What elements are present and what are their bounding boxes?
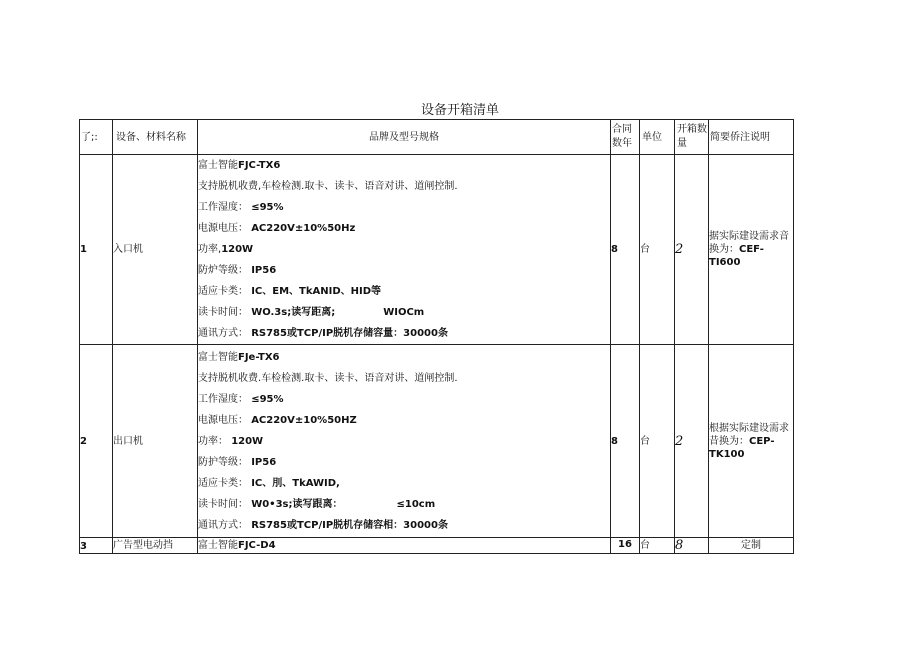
row-spec xyxy=(198,155,611,345)
row-spec xyxy=(198,345,611,538)
row-unit: 台 xyxy=(640,538,675,554)
row-note: 根据实际建设需求昔换为：CEP-TK100 xyxy=(709,345,794,538)
row-note: 据实际建设需求音换为：CEF-TI600 xyxy=(709,155,794,345)
equipment-unpacking-table xyxy=(79,119,794,554)
spec-line: 读卡时间： WO.3s;读写距离; WIOCm xyxy=(198,307,425,318)
table-row xyxy=(80,538,794,554)
spec-line: 支持脱机收费.车检检测.取卡、读卡、语音对讲、道闸控制. xyxy=(198,372,458,384)
row-open-qty: 2 xyxy=(675,345,709,538)
spec-line: 支持脱机收费,车检检测.取卡、读卡、语音对讲、道闸控制. xyxy=(198,181,458,192)
row-note: 定制 xyxy=(709,538,794,554)
header-unit: 单位 xyxy=(640,120,675,155)
row-contract-year: 16 xyxy=(611,538,640,554)
spec-line: 适应卡类： IC、EM、TkANID、HID等 xyxy=(198,286,382,297)
table-header-row xyxy=(80,120,794,155)
spec-line: 适应卡类： IC、刖、TkAWID, xyxy=(198,477,340,489)
row-open-qty: 2 xyxy=(675,155,709,345)
row-contract-year: 8 xyxy=(611,345,640,538)
header-index: 了;: xyxy=(80,120,113,155)
header-spec: 品牌及型号规格 xyxy=(198,120,611,155)
table-row xyxy=(80,345,794,538)
row-unit: 台 xyxy=(640,345,675,538)
spec-line: 通讯方式： RS785或TCP/IP脱机存储容相：30000条 xyxy=(198,519,448,531)
spec-line: 富士智能FJC-D4 xyxy=(198,540,276,551)
row-name: 出口机 xyxy=(113,345,198,538)
header-contract-year: 合同数年 xyxy=(611,120,640,155)
row-name: 广告型电动挡 xyxy=(113,538,198,554)
document-title: 设备开箱清单 xyxy=(420,103,499,118)
spec-line: 电源电压： AC220V±10%50HZ xyxy=(198,414,357,426)
row-contract-year: 8 xyxy=(611,155,640,345)
spec-line: 富士智能FJC-TX6 xyxy=(198,160,281,171)
header-name: 设备、材料名称 xyxy=(113,120,198,155)
spec-line: 工作湿度： ≤95% xyxy=(198,393,284,405)
row-index: 2 xyxy=(80,345,113,538)
row-name: 入口机 xyxy=(113,155,198,345)
row-index: 1 xyxy=(80,155,113,345)
header-open-qty: 开箱数量 xyxy=(675,120,709,155)
row-index: 3 xyxy=(80,538,113,554)
table-row xyxy=(80,155,794,345)
spec-line: 防护等级： IP56 xyxy=(198,456,277,468)
spec-line: 防炉等级： IP56 xyxy=(198,265,277,276)
spec-line: 通讯方式： RS785或TCP/IP脱机存储容量：30000条 xyxy=(198,328,448,339)
row-open-qty: 8 xyxy=(675,538,709,554)
spec-line: 读卡时间： W0•3s;读写跟离： ≤10cm xyxy=(198,498,436,510)
spec-line: 功率,120W xyxy=(198,244,254,255)
spec-line: 功率： 120W xyxy=(198,435,264,447)
spec-line: 工作湿度： ≤95% xyxy=(198,202,284,213)
row-spec xyxy=(198,538,611,554)
row-unit: 台 xyxy=(640,155,675,345)
spec-line: 富士智能FJe-TX6 xyxy=(198,351,280,363)
spec-line: 电源电压： AC220V±10%50Hz xyxy=(198,223,356,234)
header-note: 简要侨注说明 xyxy=(709,120,794,155)
